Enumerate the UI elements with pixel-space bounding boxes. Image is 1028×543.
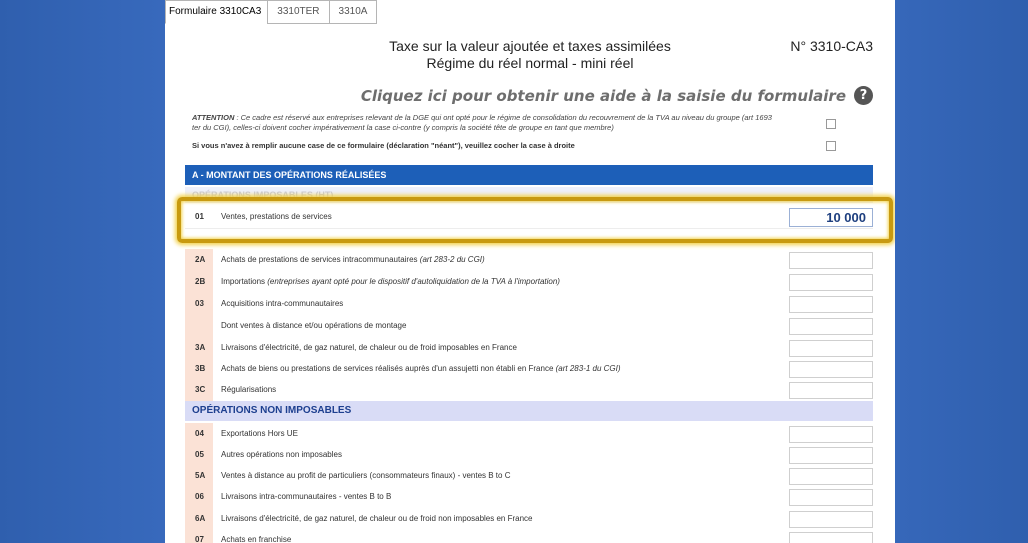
row-label: Livraisons d'électricité, de gaz naturel, de chaleur ou de froid imposables en France	[221, 343, 517, 352]
row-label: Exportations Hors UE	[221, 429, 298, 438]
row-label: Régularisations	[221, 385, 277, 394]
amount-input-01[interactable]: 10 000	[789, 208, 873, 227]
table-row	[185, 315, 873, 338]
amount-input-6a[interactable]	[789, 511, 873, 528]
table-row	[185, 379, 873, 402]
taxable-operations-header: OPÉRATIONS IMPOSABLES (HT)	[185, 187, 873, 203]
amount-input-06[interactable]	[789, 489, 873, 506]
neant-notice: Si vous n'avez à remplir aucune case de ce formulaire (déclaration "néant"), veuillez cocher la case à droite	[192, 141, 575, 150]
row-code: 2A	[185, 249, 213, 271]
row-label: Acquisitions intra-communautaires	[221, 299, 344, 308]
form-subtitle: Régime du réel normal - mini réel	[426, 55, 634, 71]
attention-label: ATTENTION	[192, 113, 235, 122]
amount-input-3c[interactable]	[789, 382, 873, 399]
form-tabs	[165, 0, 376, 24]
row-label: Livraisons d'électricité, de gaz naturel, de chaleur ou de froid non imposables en France	[221, 514, 533, 523]
attention-notice	[192, 113, 777, 133]
row-code: 04	[185, 423, 213, 445]
form-page	[165, 0, 895, 543]
table-row	[185, 249, 873, 272]
row-code: 6A	[185, 508, 213, 530]
amount-input-2a[interactable]	[789, 252, 873, 269]
question-icon[interactable]: ?	[854, 86, 873, 105]
amount-input-2b[interactable]	[789, 274, 873, 291]
amount-input-07[interactable]	[789, 532, 873, 543]
table-row	[185, 444, 873, 467]
table-row	[185, 486, 873, 509]
row-code: 01	[185, 206, 213, 228]
amount-input-3b[interactable]	[789, 361, 873, 378]
table-row	[185, 529, 873, 543]
row-code: 07	[185, 529, 213, 543]
amount-input-03[interactable]	[789, 296, 873, 313]
form-title: Taxe sur la valeur ajoutée et taxes assimilées	[389, 38, 671, 54]
table-row	[185, 337, 873, 360]
row-code: 06	[185, 486, 213, 508]
amount-input-distance-sales[interactable]	[789, 318, 873, 335]
table-row	[185, 465, 873, 488]
table-row	[185, 271, 873, 294]
tab-3310ter[interactable]: 3310TER	[267, 0, 329, 24]
form-number: N° 3310-CA3	[790, 38, 873, 54]
neant-checkbox[interactable]	[826, 141, 836, 151]
row-note: (art 283-2 du CGI)	[419, 255, 485, 264]
row-label: Ventes à distance au profit de particuliers (consommateurs finaux) - ventes B to C	[221, 471, 511, 480]
row-label: Achats en franchise	[221, 535, 292, 543]
non-taxable-operations-header: OPÉRATIONS NON IMPOSABLES	[185, 401, 873, 421]
table-row	[185, 423, 873, 446]
row-code: 3C	[185, 379, 213, 401]
section-a-header: A - MONTANT DES OPÉRATIONS RÉALISÉES	[185, 165, 873, 185]
help-link[interactable]	[361, 86, 873, 105]
amount-input-5a[interactable]	[789, 468, 873, 485]
row-code: 2B	[185, 271, 213, 293]
row-label: Dont ventes à distance et/ou opérations de montage	[221, 321, 407, 330]
highlight-frame	[177, 197, 893, 243]
table-row	[185, 508, 873, 531]
row-code: 5A	[185, 465, 213, 487]
attention-text: : Ce cadre est réservé aux entreprises relevant de la DGE qui ont opté pour le régime de consolidation du recouvrement de la TVA au niveau du groupe (art 1693 ter du CGI), celles-ci doivent cocher impérativement la case ci-contre (y compris la société tête de groupe en tant que membre)	[192, 113, 772, 132]
row-note: (entreprises ayant opté pour le dispositif d'autoliquidation de la TVA à l'importation)	[267, 277, 560, 286]
group-consolidation-checkbox[interactable]	[826, 119, 836, 129]
row-label: Livraisons intra-communautaires - ventes B to B	[221, 492, 392, 501]
table-row	[185, 358, 873, 381]
row-label: Achats de biens ou prestations de services réalisés auprès d'un assujetti non établi en France (art 283-1 du CGI)	[221, 364, 621, 373]
row-label: Ventes, prestations de services	[221, 212, 332, 221]
row-label: Autres opérations non imposables	[221, 450, 342, 459]
row-code: 3B	[185, 358, 213, 380]
tab-3310a[interactable]: 3310A	[329, 0, 378, 24]
row-code: 3A	[185, 337, 213, 359]
row-code: 05	[185, 444, 213, 466]
amount-input-05[interactable]	[789, 447, 873, 464]
help-link-text[interactable]: Cliquez ici pour obtenir une aide à la saisie du formulaire	[360, 86, 846, 105]
table-row	[185, 293, 873, 316]
row-code: 03	[185, 293, 213, 315]
row-label: Importations (entreprises ayant opté pour le dispositif d'autoliquidation de la TVA à l'importation)	[221, 277, 560, 286]
row-note: (art 283-1 du CGI)	[555, 364, 621, 373]
row-code	[185, 315, 213, 337]
amount-input-3a[interactable]	[789, 340, 873, 357]
amount-input-04[interactable]	[789, 426, 873, 443]
tab-3310ca3[interactable]: Formulaire 3310CA3	[165, 0, 268, 24]
row-label: Achats de prestations de services intracommunautaires (art 283-2 du CGI)	[221, 255, 485, 264]
